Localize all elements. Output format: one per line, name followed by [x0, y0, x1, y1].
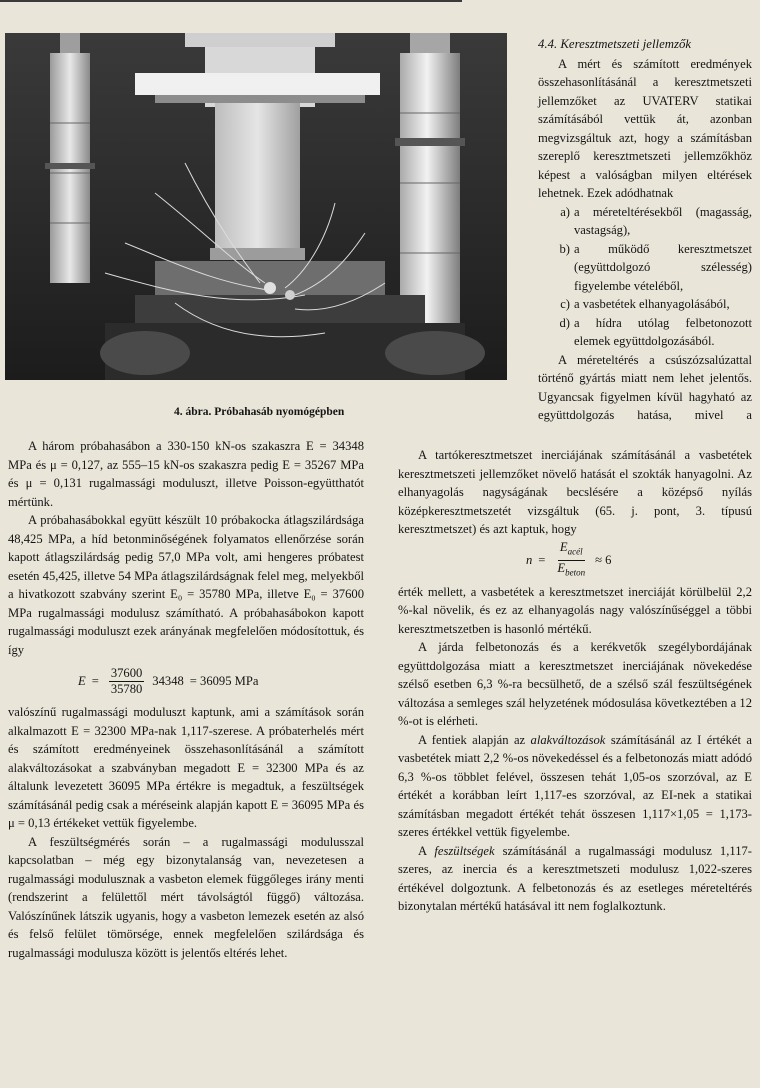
paragraph-probable-modulus: valószínű rugalmassági moduluszt kaptunk, ami a számítások során alkalmazott E = 32300 MPa-nak 1,117-szerese. A próbaterhelés mért és számított eredményeinek összehasonlításánál a számított alakváltozásokat a szabványban megadott E = 32300 MPa és az általunk levezetett 36095 MPa értékre is megadtuk, a feszültségek számításánál pedig csak a méréseink alapján kapott E = 36095 MPa és μ = 0,13 értékeket vettük figyelembe.: [8, 705, 364, 830]
list-item-label: b): [559, 241, 570, 256]
paragraph-modulus-measured: A három próbahasábon a 330-150 kN-os szakaszra E = 34348 MPa és μ = 0,127, az 555–15 kN-os szakaszra pedig E = 35267 MPa és μ = 0,131 rugalmassági moduluszt, illetve Poisson-együtthatót mértünk.: [8, 439, 364, 509]
formula-n-numerator-symbol: E: [559, 540, 568, 555]
right-column-upper: [538, 35, 752, 425]
formula-n-fraction: [555, 540, 587, 580]
formula-n-numerator: [558, 540, 585, 561]
paragraph-deformation-calc: [398, 731, 752, 842]
text-fragment: A: [418, 843, 435, 858]
emphasis-deformations: alakváltozások: [530, 732, 606, 747]
press-illustration: [5, 33, 507, 380]
formula-e-lhs: E: [78, 673, 86, 688]
formula-n-lhs: n: [526, 553, 533, 568]
formula-n-eq: =: [538, 553, 546, 568]
list-item-label: c): [560, 297, 570, 311]
emphasis-stresses: feszültségek: [434, 843, 495, 858]
left-column: [8, 437, 364, 962]
paragraph-sidewalk-topping: A járda felbetonozás és a kerékvetők szegélybordájának együttdolgozása miatt a keresztmetszet inerciájának növekedése szélső esetben 6,3 %-ra becsülhető, de a szélső szál feszültségének változása a semleges szál helyzetének módosulása következtében a 12 %-ot is elérheti.: [398, 640, 752, 728]
formula-n-result: ≈ 6: [595, 553, 612, 568]
figure-caption: 4. ábra. Próbahasáb nyomógépben: [174, 406, 345, 418]
text-fragment: A fentiek alapján az: [418, 732, 531, 747]
right-column-lower: [398, 446, 752, 916]
formula-e-denominator: 35780: [110, 681, 143, 696]
list-item-text: a működő keresztmetszet (együttdolgozó szélesség) figyelembe vételéből,: [574, 241, 752, 293]
paragraph-inertia-increase: érték mellett, a vasbetétek a keresztmetszet inerciáját körülbelül 2,2 %-kal növelik, és ez az elhanyagolás nagy valószínűséggel a többi keresztmetszetben is hasonló mértékű.: [398, 584, 752, 636]
test-beam-press-photo: [5, 33, 507, 380]
formula-n-denominator-symbol: E: [557, 561, 566, 575]
formula-n-denominator: [555, 561, 587, 581]
list-item-text: a hídra utólag felbetonozott elemek együttdolgozásából.: [574, 315, 752, 348]
formula-e-eq: =: [91, 673, 99, 688]
deviation-list: [538, 203, 752, 351]
formula-e-multiplier: 34348: [152, 673, 184, 688]
paragraph-stress-uncertainty: A feszültségmérés során – a rugalmassági modulusszal kapcsolatban – még egy bizonytalanság van, nevezetesen a rugalmassági modulusznak a vasbeton elemek függőleges irány menti (rendszerint a felülettől mért távolságtól függő) változása. Valószínűnek látszik ugyanis, hogy a vasbeton lemezek esetén az alsó és felső felület tömörsége, ennek megfelelően szilárdsága és rugalmassági modulusza között is jelentős eltérés lehet.: [8, 834, 364, 960]
formula-e-result: = 36095 MPa: [189, 673, 259, 688]
list-item-label: d): [559, 315, 570, 330]
text-fragment: számításánál a rugalmassági modulusz 1,117-szeres, az inercia és a keresztmetszeti modulusz 1,022-szeres értékével dolgoztunk. A felbetonozás és az esetleges méreteltérés bizonytalan mértékű hatásával itt nem foglalkoztunk.: [398, 843, 752, 913]
formula-n-numerator-subscript: acél: [567, 547, 583, 557]
list-item-text: a méreteltérésekből (magasság, vastagság),: [574, 204, 752, 237]
formula-e-fraction: [109, 666, 144, 697]
paragraph-inertia-rebar: A tartókeresztmetszet inerciájának számításánál a vasbetétek keresztmetszeti jellemzőket növelő hatását el szokták hanyagolni. Az elhanyagolás nagyságának becslésére a középső nyílás középkeresztmetszetét vizsgáltuk (65. j. pont, 3. típusú keresztmetszet) és azt kaptuk, hogy: [398, 448, 752, 536]
formula-e-numerator: 37600: [110, 665, 143, 680]
list-item-text: a vasbetétek elhanyagolásából,: [574, 297, 730, 311]
paragraph-dimension-deviation: A méreteltérés a csúszózsalúzattal történő gyártás miatt nem lehet jelentős. Ugyancsak figyelmen kívül hagyható az együttdolgozás hatása, mivel a: [538, 352, 752, 422]
list-item-label: a): [560, 204, 570, 219]
paragraph-section-intro: A mért és számított eredmények összehasonlításánál a keresztmetszeti jellemzőket az UVATERV statikai számításából vettük át, azonban megvizsgáltuk azt, hogy a számításban szereplő keresztmetszeti jellemzőkhöz képest a valóságban milyen eltérések lehetnek. Ezek adódhatnak: [538, 56, 752, 200]
paragraph-cube-strength: A próbahasábokkal együtt készült 10 próbakocka átlagszilárdsága 48,425 MPa, a híd betonminőségének folyamatos ellenőrzése során kapott átlagszilárdság pedig 57,0 MPa volt, ami hengeres próbatest esetén 45,425, illetve 54 MPa átlagszilárdságnak felel meg, melyekből a hivatkozott szabvány szerint E₀ = 35780 MPa, illetve E₀ = 37600 MPa rugalmassági modulusz számítható. A próbahasábokon kapott rugalmassági moduluszt ezek arányának megfelelően módosítottuk, és így: [8, 513, 364, 657]
list-item: [538, 314, 752, 351]
list-item: [538, 203, 752, 240]
formula-n-denominator-subscript: beton: [565, 567, 586, 578]
list-item: [538, 295, 752, 314]
list-item: [538, 240, 752, 296]
formula-modular-ratio: [398, 539, 752, 583]
text-fragment: számításánál az I értékét a vasbetétek miatt 2,2 %-os növekedéssel és a felbetonozás miatt adódó 6,3 %-os többlet felével, összesen tehát 1,05-os szorzóval, az E értékét a korábban leírt 1,117-es szorzóval, az EI-nek a statikai számításban megadott értékét tehát összesen 1,117×1,05 = 1,173-szeres értékkel vettük figyelembe.: [398, 732, 753, 839]
paragraph-stress-calc: [398, 842, 752, 916]
top-rule: [0, 0, 462, 2]
section-heading: 4.4. Keresztmetszeti jellemzők: [538, 37, 692, 51]
formula-modulus: [8, 659, 364, 703]
